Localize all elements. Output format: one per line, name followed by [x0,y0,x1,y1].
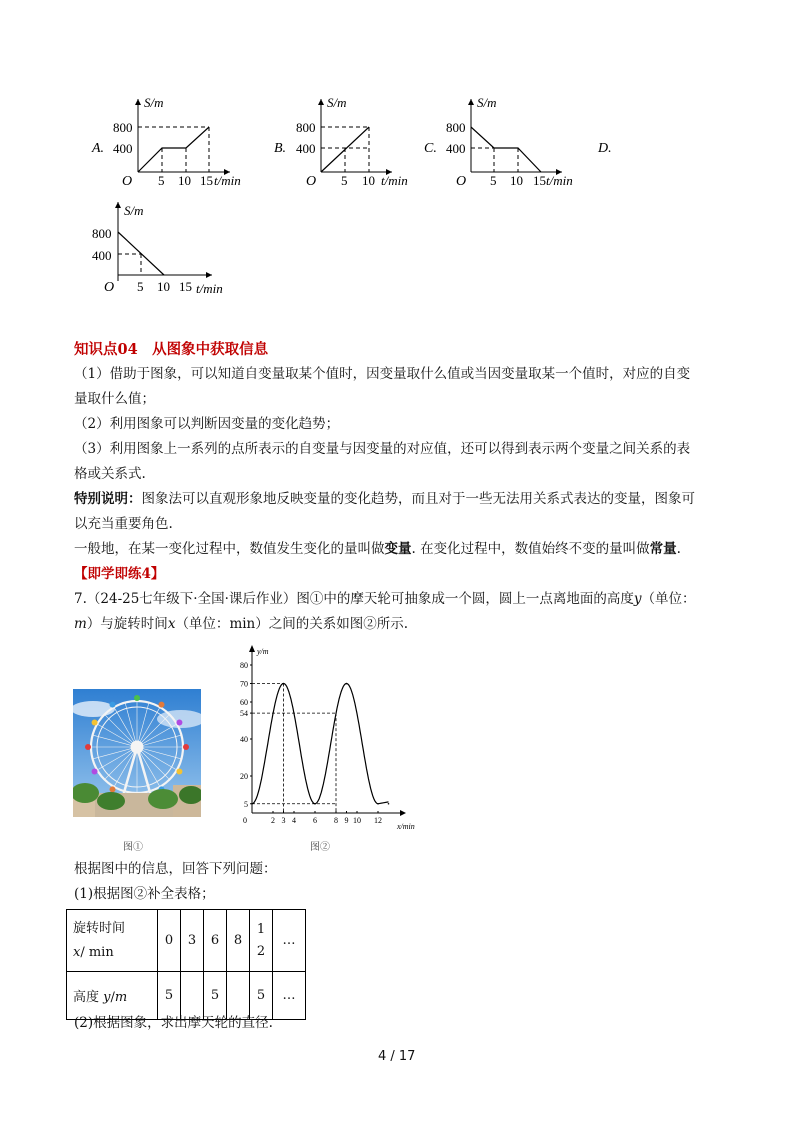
chart-y-tick: 20 [240,772,248,781]
chart-origin: 0 [243,816,247,825]
y-tick-400: 400 [113,141,133,156]
fig1-caption: 图① [123,842,143,853]
cell: 0 [158,910,181,972]
chart-y-tick: 60 [240,698,248,707]
question-line-1: 7.（24-25七年级下·全国·课后作业）图①中的摩天轮可抽象成一个圆，圆上一点离地面的高度y（单位： [74,591,696,607]
answer-table [66,909,306,1020]
chart-point [251,803,253,805]
option-d-label[interactable]: D. [598,141,612,156]
cell: 6 [204,910,227,972]
para-2: （2）利用图象可以判断因变量的变化趋势； [74,416,340,432]
intro-text: 根据图中的信息，回答下列问题： [74,861,277,877]
special-note-b: 以充当重要角色. [74,516,173,532]
y-axis-arrow [249,645,255,652]
axis-y-label: S/m [144,95,164,110]
origin: O [104,280,115,295]
practice-tag: 【即学即练4】 [74,566,165,582]
chart-y-tick: 70 [240,679,248,689]
row-header-height: 高度 y/m [67,972,158,1020]
chart-x-tick: 8 [334,816,338,825]
chart-y-label: y/m [257,647,269,656]
option-b-label: B. [274,141,287,156]
cell: 5 [250,972,273,1020]
axis-x-label: t/min [546,173,573,188]
x-tick: 5 [490,173,497,188]
wheel-cabin [159,702,165,708]
option-c-graph[interactable] [424,95,573,189]
axis-x-label: t/min [381,173,408,188]
axis-x-label: t/min [196,281,223,296]
x-tick: 15 [533,173,546,188]
section-title: 知识点04 从图象中获取信息 [74,341,269,358]
page-number: 4 / 17 [378,1049,416,1064]
origin: O [456,174,467,189]
special-label: 特别说明： [74,491,142,507]
options-figure [0,85,640,310]
wheel-cabin [92,720,98,726]
y-tick-800: 800 [446,120,466,135]
chart-y-tick: 40 [240,735,248,744]
wheel-cabin [134,695,140,701]
cell: … [273,910,306,972]
option-a-label: A. [92,141,105,156]
x-tick: 5 [137,279,144,294]
chart-x-tick: 3 [281,816,286,825]
wheel-cabin [183,744,189,750]
cell: 5 [204,972,227,1020]
y-tick-400: 400 [296,141,316,156]
cell: 3 [181,910,204,972]
chart-y-tick: 80 [240,661,248,670]
graph-line [138,127,209,172]
x-tick: 15 [179,279,192,294]
y-tick-400: 400 [446,141,466,156]
origin: O [122,174,133,189]
term-variable: 变量 [384,541,412,557]
fig2-caption: 图② [310,842,330,853]
chart-x-tick: 12 [374,816,382,825]
chart-point [283,683,285,685]
y-tick-800: 800 [92,226,112,241]
para-1a: （1）借助于图象，可以知道自变量取某个值时，因变量取什么值或当因变量取某一个值时，对应的自变 [74,366,691,382]
para-3a: （3）利用图象上一系列的点所表示的自变量与因变量的对应值，还可以得到表示两个变量之间关系的表 [74,441,691,457]
option-c-label: C. [424,141,437,156]
term-constant: 常量 [649,541,677,557]
chart-point [388,803,390,805]
chart-series-line [252,684,389,804]
origin: O [306,174,317,189]
wheel-cabin [176,720,182,726]
chart-point [377,803,379,805]
y-tick-800: 800 [296,120,316,135]
special-note-a: 特别说明：图象法可以直观形象地反映变量的变化趋势，而且对于一些无法用关系式表达的变量，图象可 [74,491,695,507]
wheel-cabin [110,702,116,708]
ferris-wheel-photo [73,689,201,817]
chart-x-label: x/min [397,822,415,831]
sub-question-2: (2)根据图象，求出摩天轮的直径. [74,1015,273,1031]
axis-y-label: S/m [124,203,144,218]
y-tick-400: 400 [92,248,112,263]
wheel-cabin [110,786,116,792]
axis-y-label: S/m [327,95,347,110]
para-3b: 格或关系式. [74,466,146,482]
wheel-cabin [92,769,98,775]
chart-y-tick: 5 [244,799,248,809]
chart-x-tick: 9 [344,816,349,825]
chart-x-tick: 2 [271,816,275,825]
chart-x-tick: 10 [353,816,361,825]
chart-x-tick: 4 [292,816,296,825]
section-body [74,362,734,637]
option-a-graph[interactable] [91,95,241,189]
graph-line [471,127,541,172]
sub-question-1: (1)根据图②补全表格； [74,886,215,902]
x-tick: 5 [341,173,348,188]
cell: 5 [158,972,181,1020]
option-b-graph[interactable] [274,95,408,189]
cell: … [273,972,306,1020]
question-line-2: m）与旋转时间x（单位：min）之间的关系如图②所示. [74,616,409,632]
x-tick: 10 [362,173,375,188]
option-d-graph[interactable] [92,202,223,296]
axis-y-label: S/m [477,95,497,110]
cell: 8 [227,910,250,972]
x-tick: 10 [178,173,191,188]
chart-point [314,803,316,805]
chart-x-tick: 6 [313,816,317,825]
x-tick: 15 [200,173,213,188]
wheel-cabin [85,744,91,750]
row-header-time: 旋转时间 x/ min [67,910,158,972]
x-tick: 10 [157,279,170,294]
cell: 1 2 [250,910,273,972]
x-tick: 5 [158,173,165,188]
wheel-cabin [176,769,182,775]
general-note: 一般地，在某一变化过程中，数值发生变化的量叫做变量. 在变化过程中，数值始终不变的量叫做常量. [74,541,681,557]
x-tick: 10 [510,173,523,188]
y-tick-800: 800 [113,120,133,135]
x-axis-arrow [400,810,406,816]
height-time-chart [225,640,425,840]
para-1b: 量取什么值； [74,391,155,407]
chart-y-tick: 54 [240,709,248,719]
axis-x-label: t/min [214,173,241,188]
chart-point [346,683,348,685]
